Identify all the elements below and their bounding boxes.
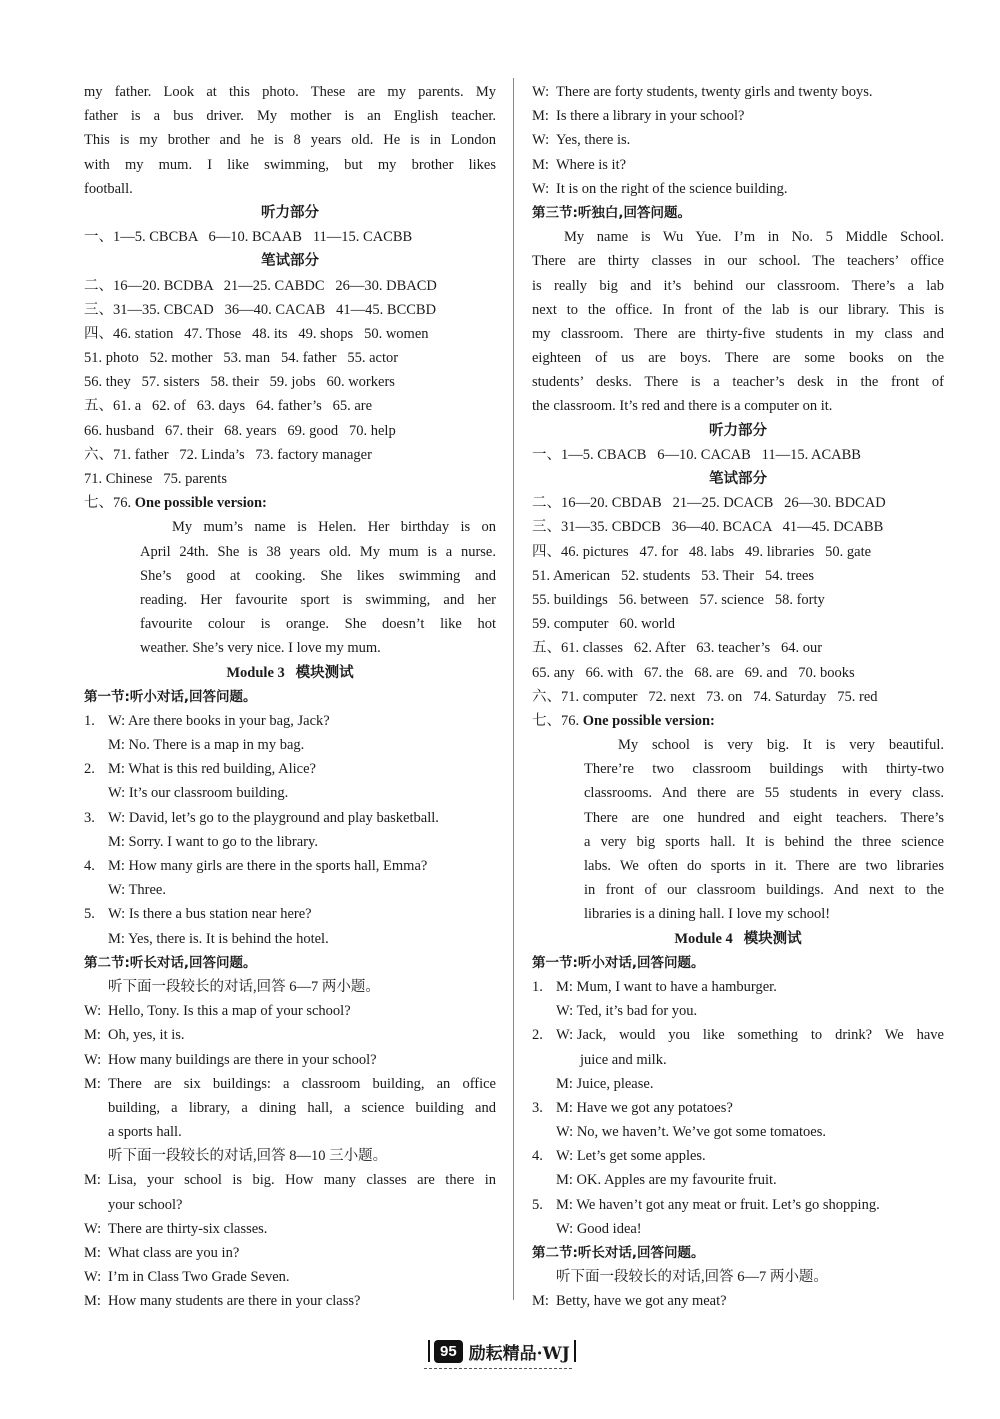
essay-line: weather. She’s very nice. I love my mum. (140, 640, 381, 657)
dialogue-text: There are forty students, twenty girls and twenty boys. (556, 84, 873, 100)
monologue-line: my classroom. There are thirty-five students in my class and (532, 325, 944, 342)
listening-answers: 一、1—5. CBCBA 6—10. BCAAB 11—15. CACBB (84, 229, 413, 246)
speaker: W: (108, 712, 126, 729)
answer-row: 六、71. father 72. Linda’s 73. factory manager (84, 446, 372, 463)
monologue-line: students’ desks. There is a teacher’s desk in the front of (532, 374, 944, 391)
essay-label: 七、76. (84, 495, 132, 512)
speaker: W: (84, 1220, 102, 1237)
answer-row: 56. they 57. sisters 58. their 59. jobs 60. workers (84, 374, 395, 391)
speaker: M: (556, 1172, 573, 1189)
speaker: M: (108, 737, 125, 754)
essay-line: a very big sports hall. It is behind the three science (584, 833, 944, 850)
speaker: M: (84, 1245, 101, 1261)
speaker: W: (108, 882, 126, 899)
dialogue-text: How many buildings are there in your school? (108, 1051, 377, 1068)
answer-row: 71. Chinese 75. parents (84, 471, 227, 487)
footer-bar (428, 1340, 430, 1362)
module-title: Module 3 模块测试 (226, 664, 354, 681)
dialogue-text: David, let’s go to the playground and play basketball. (128, 809, 439, 826)
listening-title: 听力部分 (261, 204, 319, 221)
answer-row: 三、31—35. CBCAD 36—40. CACAB 41—45. BCCBD (84, 301, 437, 318)
dialogue-text: Juice, please. (576, 1075, 654, 1092)
dialogue-text: Is there a bus station near here? (128, 906, 312, 923)
monologue-line: the classroom. It’s red and there is a computer on it. (532, 398, 833, 415)
dialogue-text: Jack, would you like something to drink? We have (576, 1027, 944, 1044)
item-number: 5. (532, 1196, 543, 1213)
page-number: 95 (434, 1340, 463, 1363)
listening-answers: 一、1—5. CBACB 6—10. CACAB 11—15. ACABB (532, 446, 861, 463)
dialogue-text: building, a library, a dining hall, a science building and (108, 1099, 496, 1116)
speaker: M: (532, 108, 549, 125)
instruction: 听下面一段较长的对话,回答 8—10 三小题。 (108, 1148, 388, 1165)
speaker: W: (108, 785, 126, 802)
speaker: W: (532, 132, 550, 149)
essay-line: My school is very big. It is very beautiful. (618, 737, 944, 754)
essay-line: in front of our classroom buildings. And next to the (584, 882, 944, 899)
answer-row: 51. photo 52. mother 53. man 54. father 55. actor (84, 350, 399, 367)
speaker: W: (84, 1051, 102, 1068)
dialogue-text: What is this red building, Alice? (128, 761, 316, 778)
item-number: 5. (84, 906, 95, 923)
dialogue-text: OK. Apples are my favourite fruit. (576, 1172, 777, 1189)
dialogue-text: Are there books in your bag, Jack? (128, 712, 330, 729)
item-number: 1. (532, 978, 543, 995)
monologue-line: My name is Wu Yue. I’m in No. 5 Middle School. (564, 229, 944, 246)
speaker: M: (556, 1099, 573, 1116)
essay-line: There are one hundred and eight teachers. There’s (584, 809, 944, 826)
speaker: W: (556, 1003, 574, 1020)
left-column (84, 80, 496, 1314)
item-number: 2. (532, 1027, 543, 1044)
dialogue-text: Mum, I want to have a hamburger. (576, 978, 777, 995)
speaker: W: (108, 906, 126, 923)
dialogue-text: your school? (108, 1196, 183, 1213)
dialogue-text: Betty, have we got any meat? (556, 1293, 727, 1310)
dialogue-text: There are thirty-six classes. (108, 1220, 268, 1237)
section-title: 第一节:听小对话,回答问题。 (84, 688, 257, 705)
dialogue-text: Ted, it’s bad for you. (576, 1003, 698, 1020)
instruction: 听下面一段较长的对话,回答 6—7 两小题。 (108, 978, 380, 995)
speaker: M: (556, 978, 573, 995)
dialogue-text: No, we haven’t. We’ve got some tomatoes. (576, 1124, 826, 1141)
essay-title: One possible version: (134, 495, 267, 512)
dialogue-text: Hello, Tony. Is this a map of your school? (108, 1003, 351, 1020)
dialogue-text: Sorry. I want to go to the library. (128, 833, 318, 850)
instruction: 听下面一段较长的对话,回答 6—7 两小题。 (556, 1269, 828, 1286)
speaker: M: (84, 1027, 101, 1044)
dialogue-text: a sports hall. (108, 1124, 182, 1141)
writing-title: 笔试部分 (261, 253, 319, 270)
section-title: 第三节:听独白,回答问题。 (532, 204, 692, 221)
column-divider (513, 78, 514, 1300)
essay-line: reading. Her favourite sport is swimming, and her (140, 591, 496, 608)
speaker: M: (84, 1075, 101, 1092)
dialogue-text: Where is it? (556, 156, 627, 173)
dialogue-text: Yes, there is. It is behind the hotel. (128, 930, 329, 947)
speaker: W: (84, 1003, 102, 1020)
dialogue-text: Lisa, your school is big. How many classes are there in (108, 1172, 496, 1189)
speaker: M: (84, 1172, 101, 1189)
dialogue-text: No. There is a map in my bag. (128, 737, 305, 754)
speaker: M: (556, 1196, 573, 1213)
speaker: M: (108, 858, 125, 874)
intro-line: father is a bus driver. My mother is an English teacher. (84, 108, 496, 125)
speaker: W: (556, 1220, 574, 1237)
essay-line: favourite colour is orange. She doesn’t like hot (140, 616, 496, 633)
essay-heading (84, 491, 496, 515)
answer-row: 六、71. computer 72. next 73. on 74. Saturday 75. red (532, 688, 878, 705)
dialogue-text: I’m in Class Two Grade Seven. (108, 1269, 290, 1286)
essay-title: One possible version: (582, 712, 715, 729)
answer-row: 四、46. station 47. Those 48. its 49. shops 50. women (84, 325, 429, 342)
answer-row: 65. any 66. with 67. the 68. are 69. and 70. books (532, 664, 855, 681)
intro-line: my father. Look at this photo. These are my parents. My (84, 84, 496, 100)
speaker: W: (532, 180, 550, 197)
dialogue-text: Yes, there is. (556, 132, 631, 149)
dialogue-text: juice and milk. (580, 1051, 667, 1068)
essay-line: libraries is a dining hall. I love my school! (584, 906, 831, 923)
dialogue-text: How many students are there in your class? (108, 1293, 361, 1310)
dialogue-text: Three. (128, 882, 166, 899)
answer-row: 五、61. a 62. of 63. days 64. father’s 65. are (84, 398, 373, 415)
answer-row: 四、46. pictures 47. for 48. labs 49. libraries 50. gate (532, 543, 872, 560)
speaker: M: (108, 761, 125, 778)
speaker: M: (532, 1293, 549, 1310)
essay-line: labs. We often do sports in it. There are two libraries (584, 858, 944, 874)
dialogue-text: We haven’t got any meat or fruit. Let’s go shopping. (576, 1196, 880, 1213)
module-title: Module 4 模块测试 (674, 930, 802, 947)
dialogue-text: What class are you in? (108, 1245, 240, 1261)
answer-row: 五、61. classes 62. After 63. teacher’s 64. our (532, 640, 823, 657)
section-title: 第二节:听长对话,回答问题。 (532, 1245, 705, 1261)
intro-line: This is my brother and he is 8 years old. He is in London (84, 132, 496, 149)
monologue-line: next to the office. In front of the lab is our library. This is (532, 301, 944, 318)
dialogue-text: It’s our classroom building. (128, 785, 289, 802)
answer-row: 二、16—20. BCDBA 21—25. CABDC 26—30. DBACD (84, 277, 437, 294)
dialogue-text: How many girls are there in the sports hall, Emma? (128, 858, 428, 874)
dialogue-text: Let’s get some apples. (576, 1148, 706, 1165)
listening-title: 听力部分 (709, 422, 767, 439)
essay-line: April 24th. She is 38 years old. My mum is a nurse. (140, 543, 496, 560)
essay-line: My mum’s name is Helen. Her birthday is on (172, 519, 496, 536)
brand-logo-text: 励耘精品·WJ (468, 1343, 570, 1364)
dialogue-text: There are six buildings: a classroom building, an office (108, 1075, 496, 1092)
essay-heading (532, 709, 944, 733)
section-title: 第二节:听长对话,回答问题。 (84, 954, 257, 971)
speaker: M: (532, 156, 549, 173)
item-number: 3. (532, 1099, 543, 1116)
dialogue-text: Have we got any potatoes? (576, 1099, 733, 1116)
footer-bar (574, 1340, 576, 1362)
item-number: 4. (84, 858, 95, 874)
speaker: M: (556, 1075, 573, 1092)
intro-line: football. (84, 180, 133, 197)
answer-row: 66. husband 67. their 68. years 69. good 70. help (84, 422, 396, 439)
answer-row: 二、16—20. CBDAB 21—25. DCACB 26—30. BDCAD (532, 495, 886, 512)
item-number: 4. (532, 1148, 543, 1165)
dialogue-text: Good idea! (576, 1220, 642, 1237)
footer-rule (424, 1368, 572, 1369)
speaker: W: (556, 1148, 574, 1165)
answer-row: 55. buildings 56. between 57. science 58. forty (532, 591, 825, 608)
dialogue-text: Is there a library in your school? (556, 108, 745, 125)
speaker: M: (108, 833, 125, 850)
answer-row: 59. computer 60. world (532, 616, 675, 633)
monologue-line: eighteen of us are boys. There are some books on the (532, 350, 944, 367)
monologue-line: There are thirty classes in our school. The teachers’ office (532, 253, 944, 270)
speaker: W: (532, 84, 550, 100)
item-number: 3. (84, 809, 95, 826)
essay-label: 七、76. (532, 712, 580, 729)
dialogue-text: Oh, yes, it is. (108, 1027, 185, 1044)
dialogue-text: It is on the right of the science building. (556, 180, 788, 197)
speaker: M: (84, 1293, 101, 1310)
speaker: W: (84, 1269, 102, 1286)
speaker: W: (556, 1124, 574, 1141)
essay-line: She’s good at cooking. She likes swimming and (140, 567, 496, 584)
page-footer (424, 1334, 580, 1368)
speaker: M: (108, 930, 125, 947)
answer-row: 三、31—35. CBDCB 36—40. BCACA 41—45. DCABB (532, 519, 884, 536)
intro-line: with my mum. I like swimming, but my brother likes (84, 156, 496, 173)
item-number: 2. (84, 761, 95, 778)
right-column (532, 80, 944, 1314)
answer-row: 51. American 52. students 53. Their 54. trees (532, 567, 815, 584)
speaker: W: (108, 809, 126, 826)
section-title: 第一节:听小对话,回答问题。 (532, 954, 705, 971)
speaker: W: (556, 1027, 574, 1044)
writing-title: 笔试部分 (709, 471, 767, 487)
item-number: 1. (84, 712, 95, 729)
essay-line: classrooms. And there are 55 students in every class. (584, 785, 944, 802)
essay-line: There’re two classroom buildings with thirty-two (584, 761, 944, 778)
monologue-line: is really big and it’s behind our classroom. There’s a lab (532, 277, 944, 294)
